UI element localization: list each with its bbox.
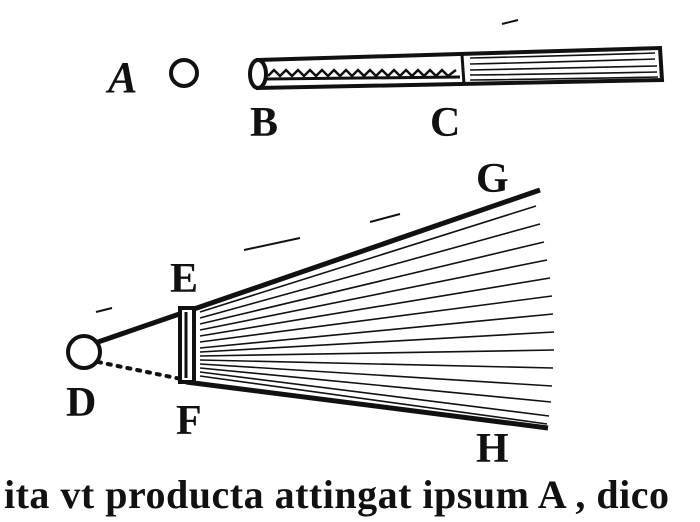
rod-end-b xyxy=(250,60,266,88)
ray-cone xyxy=(186,190,553,428)
point-d-circle xyxy=(68,336,100,368)
rod-divider-c xyxy=(462,55,464,84)
label-c: C xyxy=(430,100,461,146)
caption-text: ita vt producta attingat ipsum A , dico xyxy=(4,472,670,517)
label-b: B xyxy=(250,100,279,146)
point-a-circle xyxy=(171,60,197,86)
label-h: H xyxy=(476,426,509,472)
rod-bc xyxy=(250,48,662,88)
label-a: A xyxy=(108,53,138,102)
label-e: E xyxy=(170,256,199,302)
label-d: D xyxy=(66,380,97,426)
top-figure xyxy=(105,20,662,146)
label-g: G xyxy=(476,156,509,202)
bottom-figure xyxy=(66,156,554,472)
dotted-line-df xyxy=(98,362,186,380)
label-f: F xyxy=(176,398,202,444)
